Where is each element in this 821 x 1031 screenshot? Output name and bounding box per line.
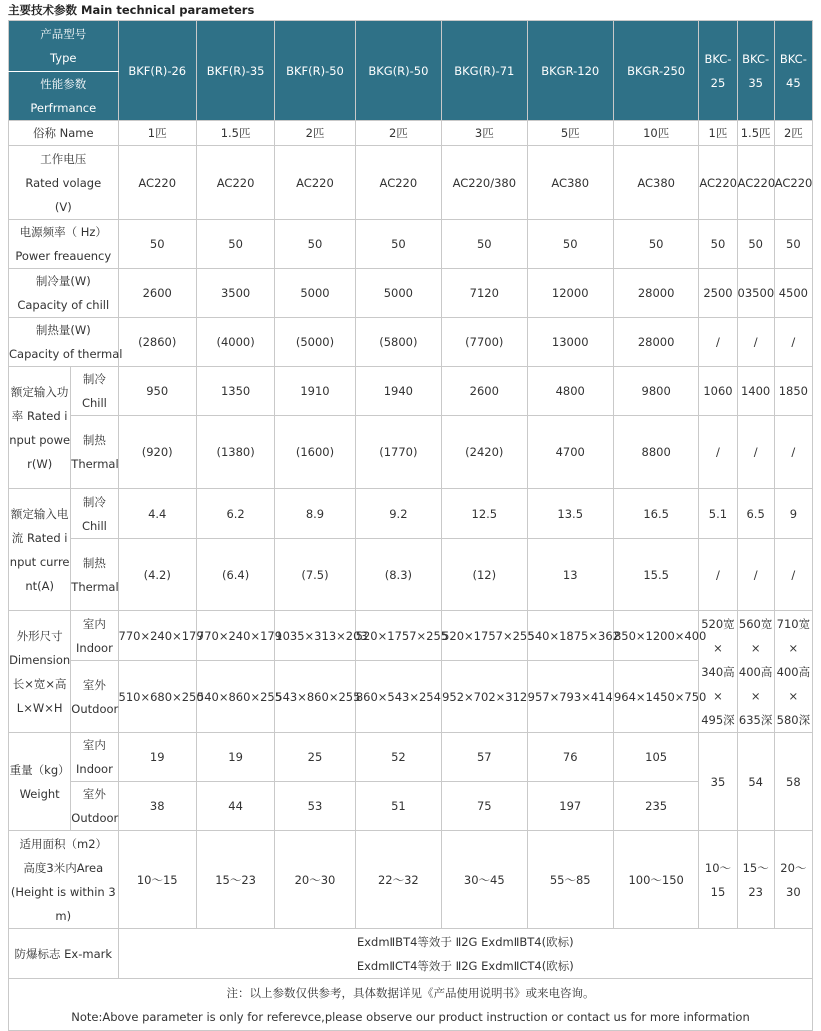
thermal-capacity-cell: 28000 bbox=[613, 318, 698, 367]
voltage-cell: AC220 bbox=[355, 146, 441, 220]
row-label-chill-capacity bbox=[9, 269, 119, 318]
dim-line: 520宽 bbox=[701, 616, 735, 631]
dim-line: × bbox=[750, 688, 761, 703]
row-label-thermal-capacity bbox=[9, 318, 123, 367]
current-thermal-cell: (7.5) bbox=[275, 539, 355, 611]
dimension-indoor-cell: 770×240×179 bbox=[118, 611, 196, 661]
model-header-line: BKC- bbox=[742, 51, 770, 66]
row-label-input-current: 额定输入电流 Rated input current(A) bbox=[9, 489, 71, 611]
label-line: Indoor bbox=[76, 640, 113, 655]
power-chill-cell: 950 bbox=[118, 367, 196, 416]
power-chill-cell: 4800 bbox=[527, 367, 613, 416]
current-chill-cell: 12.5 bbox=[442, 489, 527, 539]
sub-label-chill bbox=[71, 489, 118, 539]
notes-cell bbox=[9, 979, 813, 1031]
note-en: Note:Above parameter is only for referevce,please observe our product instruction or contact us for more information bbox=[71, 1009, 750, 1024]
model-header: BKG(R)-50 bbox=[355, 21, 441, 121]
dimension-indoor-cell: 540×1875×362 bbox=[527, 611, 613, 661]
weight-indoor-cell: 105 bbox=[613, 733, 698, 782]
current-thermal-cell: (4.2) bbox=[118, 539, 196, 611]
model-header-line: 45 bbox=[786, 75, 801, 90]
weight-indoor-cell: 19 bbox=[196, 733, 274, 782]
frequency-cell: 50 bbox=[355, 220, 441, 269]
perf-label-cn: 性能参数 bbox=[40, 77, 87, 91]
thermal-capacity-cell: / bbox=[737, 318, 774, 367]
power-thermal-cell: 4700 bbox=[527, 416, 613, 489]
current-thermal-cell: 15.5 bbox=[613, 539, 698, 611]
model-header: BKF(R)-35 bbox=[196, 21, 274, 121]
label-line: L×W×H bbox=[16, 700, 63, 715]
dimension-indoor-cell: 520×1757×255 bbox=[442, 611, 527, 661]
weight-outdoor-cell: 53 bbox=[275, 782, 355, 831]
row-label-voltage bbox=[9, 146, 119, 220]
current-thermal-cell: / bbox=[737, 539, 774, 611]
model-header-line: BKC- bbox=[704, 51, 732, 66]
perf-label-en: Perfrmance bbox=[30, 101, 97, 115]
weight-indoor-cell: 57 bbox=[442, 733, 527, 782]
label-line: m) bbox=[55, 908, 72, 923]
name-cell: 1匹 bbox=[118, 121, 196, 146]
area-cell: 100～150 bbox=[613, 831, 698, 929]
row-label-exmark: 防爆标志 Ex-mark bbox=[9, 929, 119, 979]
frequency-cell: 50 bbox=[442, 220, 527, 269]
power-chill-cell: 1350 bbox=[196, 367, 274, 416]
chill-capacity-cell: 7120 bbox=[442, 269, 527, 318]
weight-bkc-cell: 54 bbox=[737, 733, 774, 831]
model-header: BKF(R)-50 bbox=[275, 21, 355, 121]
chill-capacity-cell: 5000 bbox=[275, 269, 355, 318]
label-line: 高度3米内Area bbox=[23, 860, 104, 875]
power-thermal-cell: (1770) bbox=[355, 416, 441, 489]
sub-label-chill bbox=[71, 367, 118, 416]
chill-capacity-cell: 03500 bbox=[737, 269, 774, 318]
chill-capacity-cell: 2600 bbox=[118, 269, 196, 318]
thermal-capacity-cell: (5800) bbox=[355, 318, 441, 367]
chill-capacity-cell: 12000 bbox=[527, 269, 613, 318]
dimension-indoor-cell: 770×240×179 bbox=[196, 611, 274, 661]
model-header bbox=[737, 21, 774, 121]
dim-line: × bbox=[750, 640, 761, 655]
current-chill-cell: 9.2 bbox=[355, 489, 441, 539]
label-line: 室外 bbox=[82, 787, 106, 801]
weight-outdoor-cell: 51 bbox=[355, 782, 441, 831]
name-cell: 3匹 bbox=[442, 121, 527, 146]
label-line: Weight bbox=[19, 786, 60, 801]
area-line: 23 bbox=[748, 884, 763, 899]
sub-label-outdoor bbox=[71, 782, 118, 831]
weight-outdoor-cell: 44 bbox=[196, 782, 274, 831]
current-thermal-cell: / bbox=[699, 539, 737, 611]
voltage-cell: AC220 bbox=[737, 146, 774, 220]
label-line: Dimension bbox=[9, 652, 71, 667]
sub-label-thermal bbox=[71, 539, 118, 611]
weight-indoor-cell: 19 bbox=[118, 733, 196, 782]
voltage-cell: AC220 bbox=[118, 146, 196, 220]
thermal-capacity-cell: / bbox=[774, 318, 812, 367]
type-header-cell bbox=[9, 21, 119, 72]
dimension-outdoor-cell: 543×860×255 bbox=[275, 661, 355, 733]
label-line: (V) bbox=[54, 199, 72, 214]
model-header: BKGR-120 bbox=[527, 21, 613, 121]
model-header-line: BKC- bbox=[779, 51, 807, 66]
dimension-indoor-cell: 1035×313×203 bbox=[275, 611, 355, 661]
name-cell: 2匹 bbox=[774, 121, 812, 146]
row-label-name: 俗称 Name bbox=[9, 121, 119, 146]
row-label-dimension bbox=[9, 611, 71, 733]
model-header bbox=[699, 21, 737, 121]
dimension-indoor-cell: 850×1200×400 bbox=[613, 611, 698, 661]
row-label-frequency bbox=[9, 220, 119, 269]
dimension-indoor-cell: 520×1757×255 bbox=[355, 611, 441, 661]
chill-capacity-cell: 28000 bbox=[613, 269, 698, 318]
voltage-cell: AC380 bbox=[613, 146, 698, 220]
thermal-capacity-cell: 13000 bbox=[527, 318, 613, 367]
voltage-cell: AC220 bbox=[275, 146, 355, 220]
power-chill-cell: 1940 bbox=[355, 367, 441, 416]
sub-label-thermal bbox=[71, 416, 118, 489]
label-line: (Height is within 3 bbox=[10, 884, 116, 899]
performance-header-cell bbox=[9, 72, 119, 121]
dim-line: 635深 bbox=[738, 712, 773, 727]
power-thermal-cell: (2420) bbox=[442, 416, 527, 489]
weight-bkc-cell: 58 bbox=[774, 733, 812, 831]
dim-line: 400高 bbox=[776, 664, 811, 679]
weight-outdoor-cell: 38 bbox=[118, 782, 196, 831]
row-label-weight bbox=[9, 733, 71, 831]
sub-label-outdoor bbox=[71, 661, 118, 733]
power-thermal-cell: (1380) bbox=[196, 416, 274, 489]
label-line: 室内 bbox=[82, 738, 106, 752]
current-chill-cell: 5.1 bbox=[699, 489, 737, 539]
label-line: 制热 bbox=[82, 433, 106, 447]
current-chill-cell: 8.9 bbox=[275, 489, 355, 539]
power-thermal-cell: / bbox=[699, 416, 737, 489]
dim-line: × bbox=[788, 640, 799, 655]
current-chill-cell: 4.4 bbox=[118, 489, 196, 539]
area-cell: 15～23 bbox=[196, 831, 274, 929]
type-label-en: Type bbox=[50, 51, 77, 65]
weight-bkc-cell: 35 bbox=[699, 733, 737, 831]
area-cell: 22～32 bbox=[355, 831, 441, 929]
model-header-line: 25 bbox=[710, 75, 726, 90]
current-chill-cell: 9 bbox=[774, 489, 812, 539]
frequency-cell: 50 bbox=[196, 220, 274, 269]
chill-capacity-cell: 2500 bbox=[699, 269, 737, 318]
frequency-cell: 50 bbox=[613, 220, 698, 269]
label-line: Indoor bbox=[76, 762, 113, 776]
dimension-outdoor-cell: 957×793×414 bbox=[527, 661, 613, 733]
current-chill-cell: 6.5 bbox=[737, 489, 774, 539]
label-line: 制冷 bbox=[82, 372, 106, 386]
dim-line: 710宽 bbox=[776, 616, 811, 631]
exmark-line: ExdmⅡBT4等效于 Ⅱ2G ExdmⅡBT4(欧标) bbox=[356, 934, 574, 949]
dimension-outdoor-cell: 860×543×254 bbox=[355, 661, 441, 733]
label-line: 适用面积（m2） bbox=[19, 836, 108, 851]
exmark-line: ExdmⅡCT4等效于 Ⅱ2G ExdmⅡCT4(欧标) bbox=[356, 958, 574, 973]
power-thermal-cell: (1600) bbox=[275, 416, 355, 489]
name-cell: 5匹 bbox=[527, 121, 613, 146]
label-line: Outdoor bbox=[71, 811, 119, 825]
thermal-capacity-cell: (2860) bbox=[118, 318, 196, 367]
current-chill-cell: 16.5 bbox=[613, 489, 698, 539]
sub-label-indoor bbox=[71, 611, 118, 661]
weight-indoor-cell: 25 bbox=[275, 733, 355, 782]
label-line: 长×宽×高 bbox=[12, 676, 67, 691]
label-line: Thermal bbox=[71, 579, 119, 594]
thermal-capacity-cell: (4000) bbox=[196, 318, 274, 367]
frequency-cell: 50 bbox=[118, 220, 196, 269]
model-header-line: 35 bbox=[748, 75, 763, 90]
current-chill-cell: 6.2 bbox=[196, 489, 274, 539]
label-line: 制冷量(W) bbox=[35, 274, 91, 288]
dimension-bkc-cell bbox=[737, 611, 774, 733]
dim-line: 340高 bbox=[701, 664, 735, 679]
power-thermal-cell: (920) bbox=[118, 416, 196, 489]
dim-line: 400高 bbox=[738, 664, 773, 679]
dimension-outdoor-cell: 540×860×255 bbox=[196, 661, 274, 733]
model-header: BKF(R)-26 bbox=[118, 21, 196, 121]
frequency-cell: 50 bbox=[737, 220, 774, 269]
thermal-capacity-cell: / bbox=[699, 318, 737, 367]
area-cell: 10～15 bbox=[118, 831, 196, 929]
voltage-cell: AC220 bbox=[196, 146, 274, 220]
label-line: Power freauency bbox=[15, 249, 112, 263]
area-line: 30 bbox=[786, 884, 801, 899]
chill-capacity-cell: 5000 bbox=[355, 269, 441, 318]
name-cell: 1匹 bbox=[699, 121, 737, 146]
power-chill-cell: 9800 bbox=[613, 367, 698, 416]
current-thermal-cell: 13 bbox=[527, 539, 613, 611]
label-line: Thermal bbox=[71, 457, 119, 471]
exmark-cell bbox=[118, 929, 812, 979]
chill-capacity-cell: 3500 bbox=[196, 269, 274, 318]
model-header: BKG(R)-71 bbox=[442, 21, 527, 121]
name-cell: 1.5匹 bbox=[196, 121, 274, 146]
label-line: 制热 bbox=[82, 555, 106, 570]
area-bkc-cell bbox=[699, 831, 737, 929]
dimension-bkc-cell bbox=[774, 611, 812, 733]
area-cell: 20～30 bbox=[275, 831, 355, 929]
power-chill-cell: 2600 bbox=[442, 367, 527, 416]
label-line: Chill bbox=[81, 396, 107, 410]
note-cn: 注：以上参数仅供参考，具体数据详见《产品使用说明书》或来电咨询。 bbox=[226, 985, 595, 1000]
label-line: 制热量(W) bbox=[35, 323, 91, 337]
label-line: Rated volage bbox=[25, 175, 102, 190]
weight-outdoor-cell: 75 bbox=[442, 782, 527, 831]
voltage-cell: AC220 bbox=[774, 146, 812, 220]
label-line: 工作电压 bbox=[40, 151, 87, 166]
voltage-cell: AC220 bbox=[699, 146, 737, 220]
voltage-cell: AC220/380 bbox=[442, 146, 527, 220]
current-thermal-cell: / bbox=[774, 539, 812, 611]
area-line: 20～ bbox=[780, 860, 807, 875]
model-header: BKGR-250 bbox=[613, 21, 698, 121]
sub-label-indoor bbox=[71, 733, 118, 782]
name-cell: 2匹 bbox=[275, 121, 355, 146]
dim-line: × bbox=[713, 688, 723, 703]
area-bkc-cell bbox=[737, 831, 774, 929]
label-line: 制冷 bbox=[82, 494, 106, 509]
weight-indoor-cell: 52 bbox=[355, 733, 441, 782]
weight-indoor-cell: 76 bbox=[527, 733, 613, 782]
frequency-cell: 50 bbox=[275, 220, 355, 269]
chill-capacity-cell: 4500 bbox=[774, 269, 812, 318]
power-thermal-cell: / bbox=[737, 416, 774, 489]
power-chill-cell: 1850 bbox=[774, 367, 812, 416]
frequency-cell: 50 bbox=[527, 220, 613, 269]
area-line: 15～ bbox=[742, 860, 769, 875]
frequency-cell: 50 bbox=[774, 220, 812, 269]
label-line: 重量（kg） bbox=[9, 762, 70, 777]
weight-outdoor-cell: 197 bbox=[527, 782, 613, 831]
dimension-outdoor-cell: 510×680×250 bbox=[118, 661, 196, 733]
dim-line: × bbox=[788, 688, 799, 703]
dim-line: 495深 bbox=[701, 712, 735, 727]
current-thermal-cell: (12) bbox=[442, 539, 527, 611]
thermal-capacity-cell: (7700) bbox=[442, 318, 527, 367]
current-thermal-cell: (8.3) bbox=[355, 539, 441, 611]
label-line: Capacity of chill bbox=[17, 298, 110, 312]
label-line: Capacity of thermal bbox=[9, 347, 123, 361]
dim-line: × bbox=[713, 640, 723, 655]
label-line: 室外 bbox=[82, 677, 106, 692]
area-bkc-cell bbox=[774, 831, 812, 929]
name-cell: 10匹 bbox=[613, 121, 698, 146]
frequency-cell: 50 bbox=[699, 220, 737, 269]
current-thermal-cell: (6.4) bbox=[196, 539, 274, 611]
row-label-input-power: 额定输入功率 Rated input power(W) bbox=[9, 367, 71, 489]
name-cell: 1.5匹 bbox=[737, 121, 774, 146]
power-chill-cell: 1910 bbox=[275, 367, 355, 416]
label-line: Outdoor bbox=[71, 701, 119, 716]
label-line: 室内 bbox=[82, 616, 106, 631]
spec-table bbox=[8, 20, 813, 1031]
weight-outdoor-cell: 235 bbox=[613, 782, 698, 831]
current-chill-cell: 13.5 bbox=[527, 489, 613, 539]
power-thermal-cell: / bbox=[774, 416, 812, 489]
thermal-capacity-cell: (5000) bbox=[275, 318, 355, 367]
label-line: 外形尺寸 bbox=[16, 628, 63, 643]
dim-line: 560宽 bbox=[738, 616, 773, 631]
label-line: Chill bbox=[81, 518, 107, 533]
label-line: 电源频率（ Hz） bbox=[19, 225, 107, 239]
area-cell: 30～45 bbox=[442, 831, 527, 929]
name-cell: 2匹 bbox=[355, 121, 441, 146]
dimension-outdoor-cell: 952×702×312 bbox=[442, 661, 527, 733]
page-title: 主要技术参数 Main technical parameters bbox=[8, 3, 255, 17]
power-thermal-cell: 8800 bbox=[613, 416, 698, 489]
dim-line: 580深 bbox=[776, 712, 811, 727]
area-cell: 55～85 bbox=[527, 831, 613, 929]
dimension-bkc-cell bbox=[699, 611, 737, 733]
model-header bbox=[774, 21, 812, 121]
row-label-area bbox=[9, 831, 119, 929]
power-chill-cell: 1060 bbox=[699, 367, 737, 416]
type-label-cn: 产品型号 bbox=[40, 27, 87, 41]
dimension-outdoor-cell: 964×1450×750 bbox=[613, 661, 698, 733]
area-line: 10～ bbox=[704, 860, 732, 875]
power-chill-cell: 1400 bbox=[737, 367, 774, 416]
voltage-cell: AC380 bbox=[527, 146, 613, 220]
area-line: 15 bbox=[710, 884, 726, 899]
